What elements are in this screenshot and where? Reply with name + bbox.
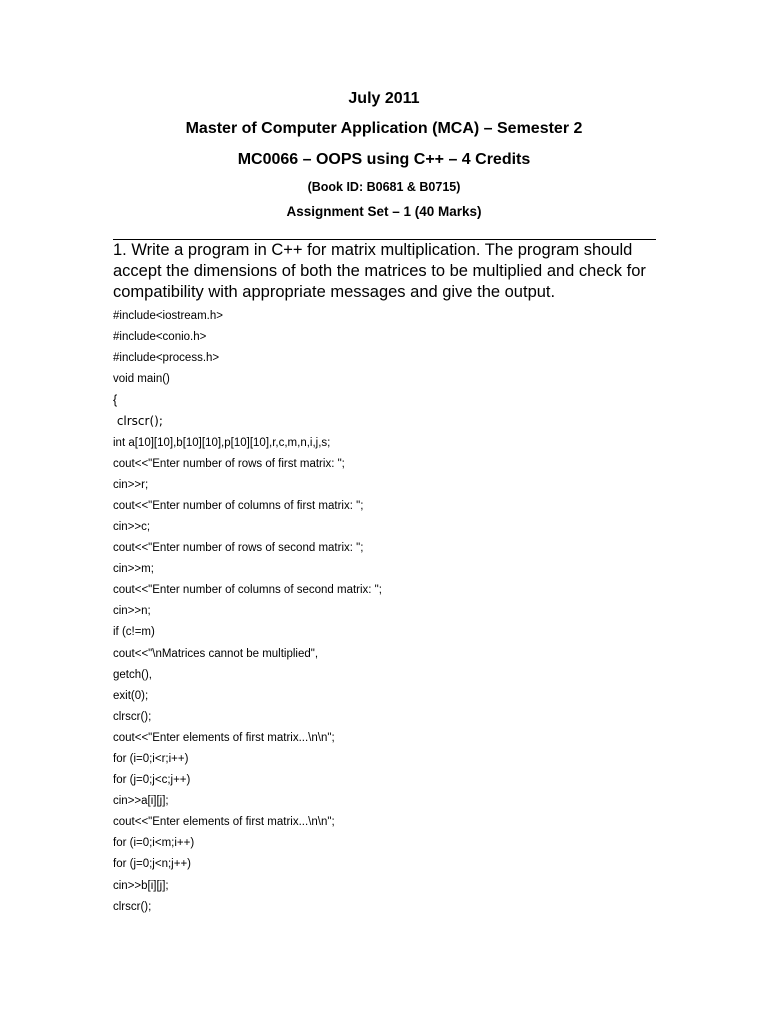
code-line: cin>>r; bbox=[113, 478, 149, 491]
code-line: cin>>a[i][j]; bbox=[113, 795, 169, 808]
code-line: cout<<"Enter elements of first matrix...\n\n"; bbox=[113, 816, 335, 829]
code-line: #include<process.h> bbox=[113, 352, 220, 365]
code-line: #include<conio.h> bbox=[113, 331, 207, 344]
code-line: for (j=0;j<n;j++) bbox=[113, 858, 191, 871]
code-line: cin>>m; bbox=[113, 563, 154, 576]
code-line: cout<<"\nMatrices cannot be multiplied", bbox=[113, 647, 319, 660]
code-line: for (i=0;i<r;i++) bbox=[113, 752, 189, 765]
code-line: void main() bbox=[113, 373, 170, 386]
program-title: Master of Computer Application (MCA) – Semester 2 bbox=[185, 120, 583, 137]
code-line: getch(), bbox=[113, 668, 152, 681]
question-text: 1. Write a program in C++ for matrix multiplication. The program should accept the dimensions of both the matrices to be multiplied and check for compatibility with appropriate messages and give the output. bbox=[113, 241, 646, 301]
assignment-title: Assignment Set – 1 (40 Marks) bbox=[286, 204, 482, 219]
code-line: { bbox=[113, 393, 118, 408]
code-line: clrscr(); bbox=[113, 414, 163, 429]
code-line: cout<<"Enter number of columns of first matrix: "; bbox=[113, 499, 364, 512]
code-line: exit(0); bbox=[113, 689, 149, 702]
code-line: cout<<"Enter elements of first matrix...\n\n"; bbox=[113, 731, 335, 744]
code-line: if (c!=m) bbox=[113, 626, 155, 639]
code-line: for (i=0;i<m;i++) bbox=[113, 837, 195, 850]
code-line: cout<<"Enter number of rows of second matrix: "; bbox=[113, 542, 364, 555]
code-line: cout<<"Enter number of columns of second matrix: "; bbox=[113, 584, 382, 597]
code-line: cout<<"Enter number of rows of first matrix: "; bbox=[113, 457, 345, 470]
code-line: int a[10][10],b[10][10],p[10][10],r,c,m,n,i,j,s; bbox=[113, 436, 331, 449]
code-line: cin>>n; bbox=[113, 605, 151, 618]
code-line: for (j=0;j<c;j++) bbox=[113, 774, 191, 787]
code-line: clrscr(); bbox=[113, 710, 152, 723]
document-date: July 2011 bbox=[348, 90, 420, 107]
code-listing bbox=[113, 306, 382, 918]
course-title: MC0066 – OOPS using C++ – 4 Credits bbox=[237, 151, 531, 168]
code-line: cin>>b[i][j]; bbox=[113, 879, 169, 892]
code-line: clrscr(); bbox=[113, 900, 152, 913]
code-line: #include<iostream.h> bbox=[113, 310, 223, 322]
code-line: cin>>c; bbox=[113, 520, 151, 533]
book-id: (Book ID: B0681 & B0715) bbox=[307, 180, 461, 194]
